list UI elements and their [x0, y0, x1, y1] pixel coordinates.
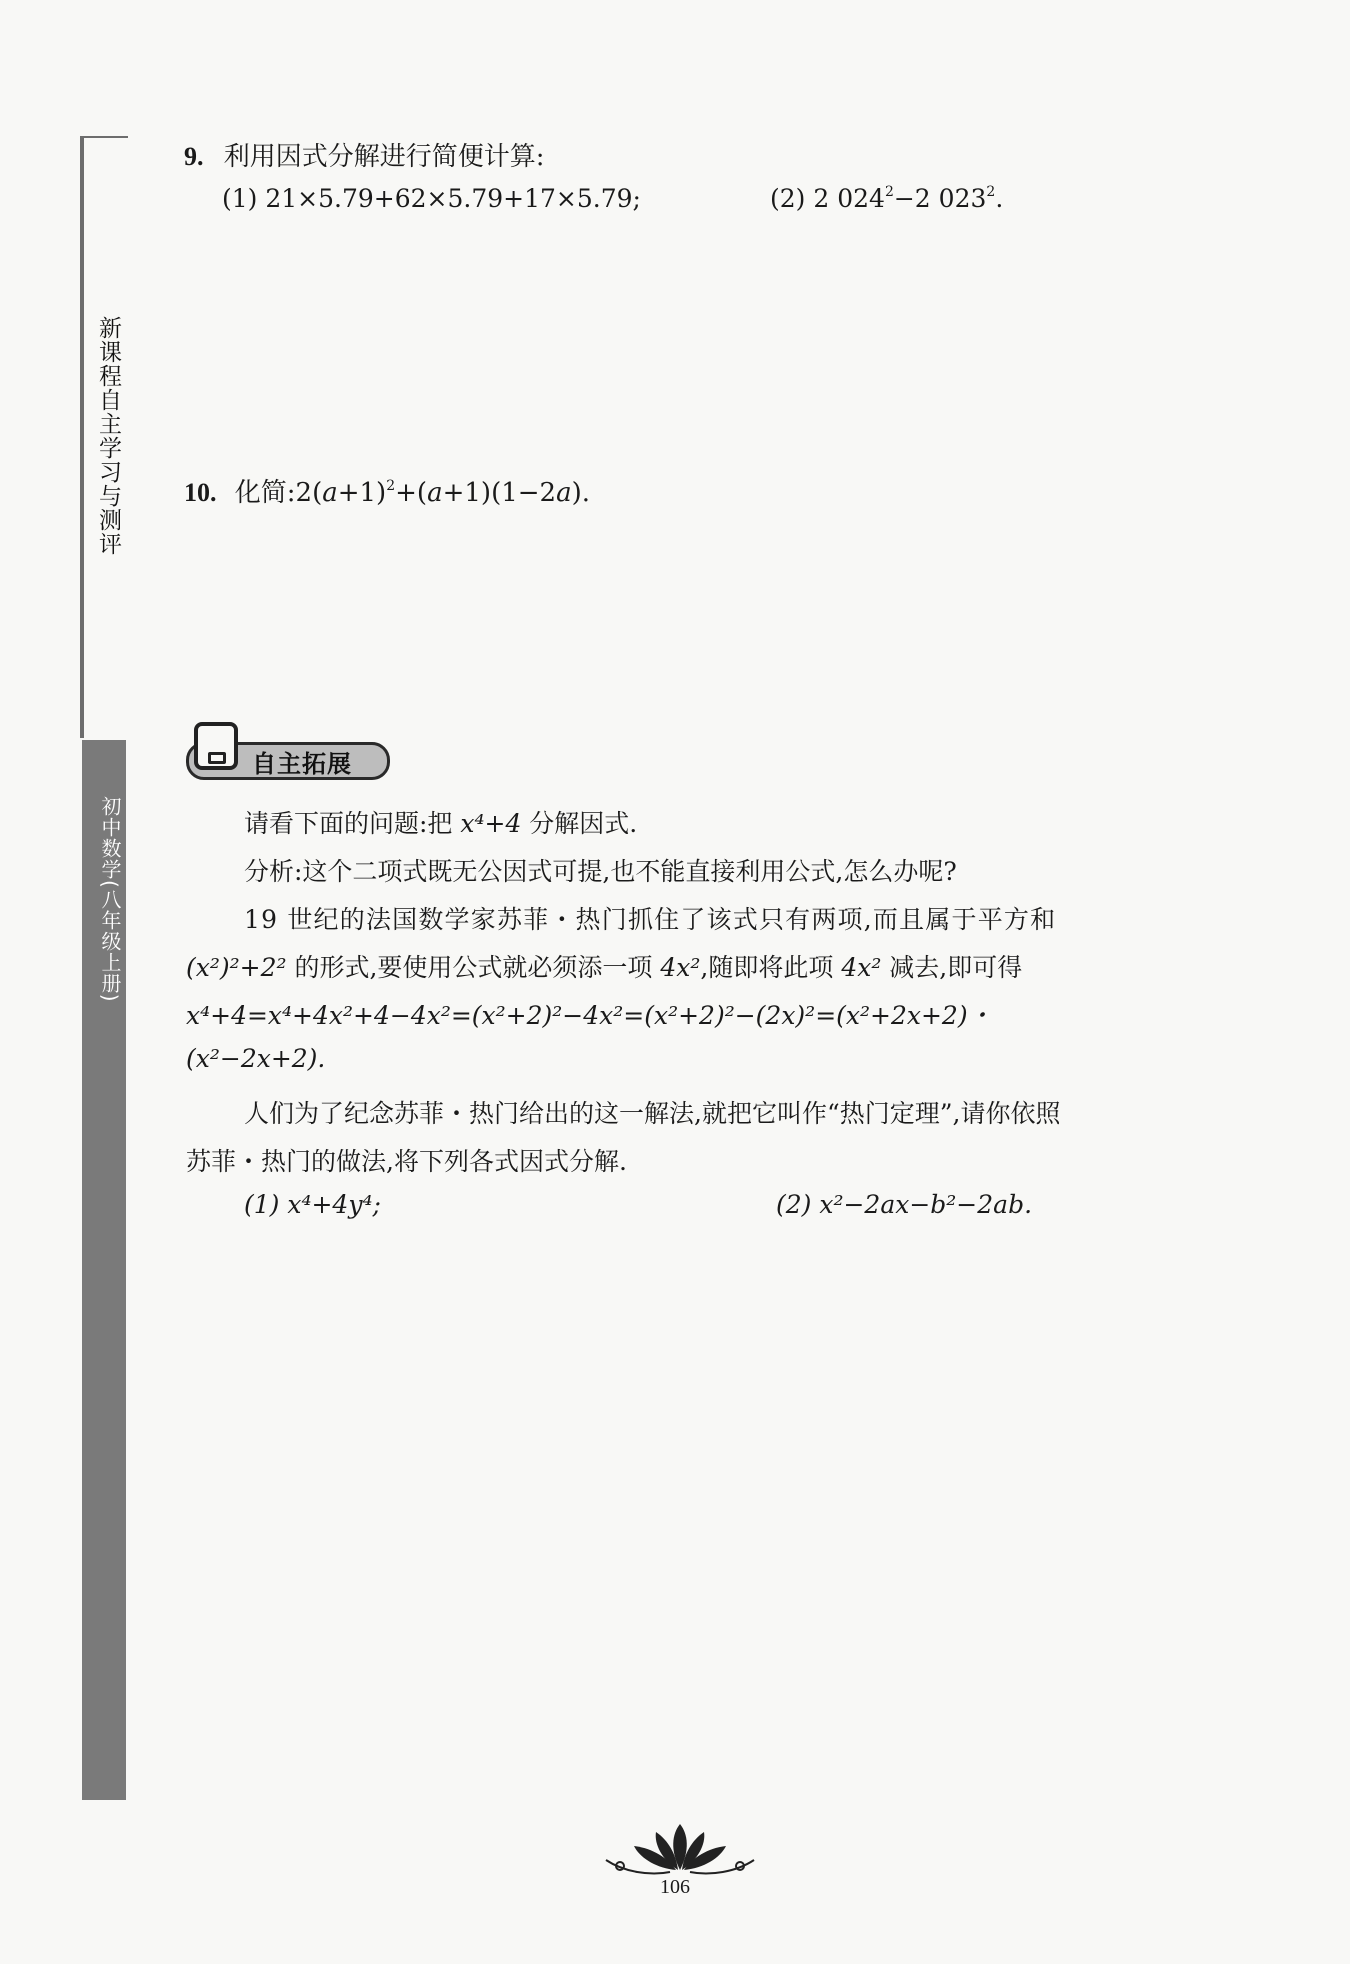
footer-ornament-icon: [600, 1820, 760, 1876]
extension-line-8: 苏菲・热门的做法,将下列各式因式分解.: [186, 1147, 627, 1176]
sidebar-subject-label: 初中数学(八年级上册): [98, 796, 122, 1003]
page-number: 106: [660, 1876, 690, 1898]
extension-part-1: (1) x⁴+4y⁴;: [244, 1190, 381, 1219]
question-9-part-2: (2) 2 $024^2-2$ $023^2$.: [770, 184, 1004, 213]
extension-line-2: 分析:这个二项式既无公因式可提,也不能直接利用公式,怎么办呢?: [244, 857, 957, 886]
extension-line-7: 人们为了纪念苏菲・热门给出的这一解法,就把它叫作“热门定理”,请你依照: [244, 1099, 1061, 1128]
floppy-disk-icon: [194, 722, 238, 770]
sidebar-book-title: 新课程自主学习与测评: [95, 316, 121, 556]
question-9: [184, 136, 545, 173]
question-9-number: 9.: [184, 142, 204, 171]
question-9-prompt: 利用因式分解进行简便计算:: [223, 142, 545, 172]
section-badge: [186, 722, 384, 778]
question-10-number: 10.: [184, 478, 217, 507]
extension-line-5: x⁴+4=x⁴+4x²+4−4x²=(x²+2)²−4x²=(x²+2)²−(2x)²=(x²+2x+2)・: [186, 1001, 993, 1030]
extension-line-6: (x²−2x+2).: [186, 1044, 326, 1073]
extension-line-4: (x²)²+2² 的形式,要使用公式就必须添一项 4x²,随即将此项 4x² 减去,即可得: [186, 953, 1023, 982]
question-9-part-1: (1) 21×5.79+62×5.79+17×5.79;: [222, 184, 641, 213]
question-10: [184, 472, 590, 509]
question-10-expression: 化简$:2(a+1)^2+(a+1)(1-2a)$.: [234, 478, 591, 508]
section-title: 自主拓展: [252, 750, 352, 778]
extension-line-1: 请看下面的问题:把 x⁴+4 分解因式.: [244, 809, 638, 838]
extension-part-2: (2) x²−2ax−b²−2ab.: [776, 1190, 1033, 1219]
extension-line-3: 19 世纪的法国数学家苏菲・热门抓住了该式只有两项,而且属于平方和: [244, 905, 1057, 934]
